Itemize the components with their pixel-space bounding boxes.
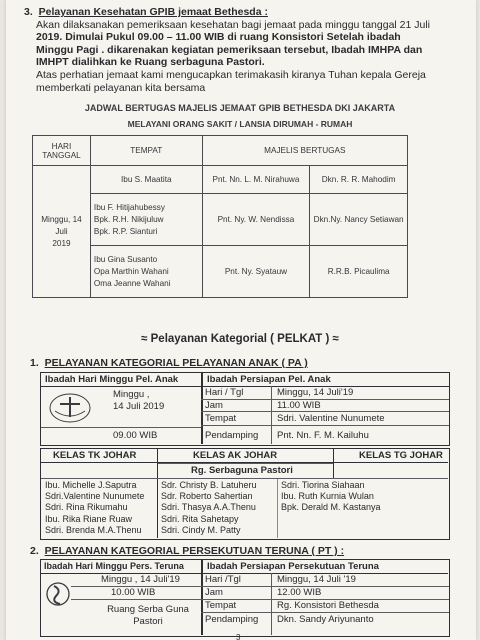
pt-value-jam: 12.00 WIB bbox=[277, 587, 322, 598]
pa-label-tempat: Tempat bbox=[205, 413, 237, 424]
pa-label-pendamping: Pendamping bbox=[205, 430, 259, 441]
pa-kelas-box bbox=[40, 448, 450, 540]
schedule-subtitle: MELAYANI ORANG SAKIT / LANSIA DIRUMAH - RUMAH bbox=[127, 119, 353, 129]
pa-left-day: Minggu , bbox=[113, 389, 150, 400]
list-item: Sdri. Cindy M. Patty bbox=[161, 524, 241, 535]
pt-left-header: Ibadah Hari Minggu Pers. Teruna bbox=[44, 561, 184, 571]
page-number: 3 bbox=[236, 633, 241, 640]
pt-left-date: Minggu , 14 Juli'19 bbox=[101, 574, 180, 585]
list-item: Sdri. Brenda M.A.Thenu bbox=[45, 524, 142, 535]
heading-text: Pelayanan Kesehatan GPIB jemaat Bethesda : bbox=[38, 6, 268, 18]
majelis-cell: Dkn. R. R. Mahodim bbox=[310, 166, 408, 194]
pa-left-time: 09.00 WIB bbox=[113, 430, 158, 441]
health-announcement bbox=[24, 6, 464, 94]
tk-names-list bbox=[45, 480, 144, 536]
tempat-cell: Ibu Gina Susanto Opa Marthin Wahani Oma Jeanne Wahani bbox=[90, 246, 202, 298]
list-item: Sdri. Rina Rikumahu bbox=[45, 502, 128, 513]
list-item: Ibu. Rika Riane Ruaw bbox=[45, 513, 133, 524]
pt-value-pendamping: Dkn. Sandy Ariyunanto bbox=[277, 614, 374, 625]
intro-line: Akan dilaksanakan pemeriksaan kesehatan bagi jemaat pada minggu tanggal 21 Juli bbox=[36, 18, 431, 31]
pa-heading bbox=[30, 357, 308, 369]
pt-heading-text: PELAYANAN KATEGORIAL PERSEKUTUAN TERUNA ( PT ) : bbox=[44, 545, 345, 557]
pt-heading-number: 2. bbox=[30, 545, 39, 557]
list-item: Ibu. Ruth Kurnia Wulan bbox=[281, 491, 374, 502]
pa-left-header: Ibadah Hari Minggu Pel. Anak bbox=[45, 374, 179, 385]
intro-line: IMHPT dialihkan ke Ruang serbaguna Pastori. bbox=[36, 56, 265, 69]
intro-line: Minggu Pagi . dikarenakan kegiatan pemeriksaan tersebut, Ibadah IMHPA dan bbox=[36, 43, 423, 56]
pt-label-haritgl: Hari /Tgl bbox=[205, 574, 241, 585]
pt-value-tempat: Rg. Konsistori Bethesda bbox=[277, 600, 379, 611]
pa-left-date: 14 Juli 2019 bbox=[113, 401, 165, 412]
pa-value-jam: 11.00 WIB bbox=[277, 400, 321, 411]
kelas-ak-header: KELAS AK JOHAR bbox=[193, 450, 278, 461]
pt-left-place: Ruang Serba Guna Pastori bbox=[107, 604, 189, 627]
list-item: Sdr. Christy B. Latuheru bbox=[161, 480, 257, 490]
pt-left-time: 10.00 WIB bbox=[111, 587, 156, 598]
pt-label-pendamping: Pendamping bbox=[205, 614, 259, 625]
majelis-cell: Pnt. Ny. W. Nendissa bbox=[202, 194, 310, 246]
list-item: Bpk. Derald M. Kastanya bbox=[281, 502, 381, 513]
tempat-cell: Ibu F. Hitijahubessy Bpk. R.H. Nikijuluw Bpk. R.P. Sianturi bbox=[90, 194, 202, 246]
pt-label-jam: Jam bbox=[205, 587, 223, 598]
pa-value-haritgl: Minggu, 14 Juli'19 bbox=[277, 387, 354, 398]
schedule-table bbox=[32, 135, 408, 298]
kelas-place: Rg. Serbaguna Pastori bbox=[191, 465, 293, 476]
majelis-cell: Pnt. Nn. L. M. Nirahuwa bbox=[202, 166, 310, 194]
pa-heading-text: PELAYANAN KATEGORIAL PELAYANAN ANAK ( PA ) bbox=[44, 357, 308, 369]
pt-logo-icon bbox=[45, 576, 71, 612]
pt-service-box bbox=[40, 559, 450, 637]
pt-heading bbox=[30, 545, 344, 557]
tg-names-list bbox=[281, 480, 381, 514]
pt-right-header: Ibadah Persiapan Persekutuan Teruna bbox=[207, 561, 379, 572]
schedule-title: JADWAL BERTUGAS MAJELIS JEMAAT GPIB BETHESDA DKI JAKARTA bbox=[84, 103, 396, 113]
majelis-cell: Pnt. Ny. Syatauw bbox=[202, 246, 310, 298]
list-item: Sdri.Valentine Nunumete bbox=[45, 491, 145, 502]
intro-line: 2019. Dimulai Pukul 09.00 – 11.00 WIB di ruang Konsistori Setelah ibadah bbox=[36, 31, 401, 44]
document-page bbox=[6, 0, 476, 640]
pa-label-haritgl: Hari / Tgl bbox=[205, 387, 244, 398]
majelis-cell: Dkn.Ny. Nancy Setiawan bbox=[310, 194, 408, 246]
pt-label-tempat: Tempat bbox=[205, 600, 237, 611]
kelas-tg-header: KELAS TG JOHAR bbox=[359, 450, 443, 461]
kelas-tk-header: KELAS TK JOHAR bbox=[53, 450, 137, 461]
intro-line: memberkati pelayanan kita bersama bbox=[36, 81, 206, 94]
pa-right-header: Ibadah Persiapan Pel. Anak bbox=[207, 374, 331, 385]
pa-value-pendamping: Pnt. Nn. F. M. Kailuhu bbox=[277, 430, 369, 441]
pt-value-haritgl: Minggu, 14 Juli '19 bbox=[277, 574, 356, 585]
pa-value-tempat: Sdri. Valentine Nunumete bbox=[277, 413, 385, 424]
pa-label-jam: Jam bbox=[205, 400, 223, 411]
pa-logo-icon bbox=[47, 391, 93, 425]
heading-number: 3. bbox=[24, 6, 33, 18]
schedule-date: Minggu, 14 Juli 2019 bbox=[33, 166, 91, 298]
pelkat-title: ≈ Pelayanan Kategorial ( PELKAT ) ≈ bbox=[141, 333, 339, 345]
tempat-cell: Ibu S. Maatita bbox=[90, 166, 202, 194]
col-tempat: TEMPAT bbox=[90, 136, 202, 166]
list-item: Sdri. Thasya A.A.Thenu bbox=[161, 502, 256, 513]
pa-heading-number: 1. bbox=[30, 357, 39, 369]
list-item: Sdri. Rita Sahetapy bbox=[161, 513, 239, 524]
list-item: Sdr. Roberto Sahertian bbox=[161, 491, 253, 502]
intro-line: Atas perhatian jemaat kami mengucapkan terimakasih kiranya Tuhan kepala Gereja bbox=[36, 68, 426, 81]
col-majelis: MAJELIS BERTUGAS bbox=[202, 136, 407, 166]
majelis-cell: R.R.B. Picaulima bbox=[310, 246, 408, 298]
ak-names-list bbox=[161, 480, 257, 536]
list-item: Ibu. Michelle J.Saputra bbox=[45, 480, 137, 490]
col-hari-tanggal: HARI TANGGAL bbox=[33, 136, 91, 166]
pa-service-box bbox=[40, 372, 450, 446]
list-item: Sdri. Tiorina Siahaan bbox=[281, 480, 365, 490]
